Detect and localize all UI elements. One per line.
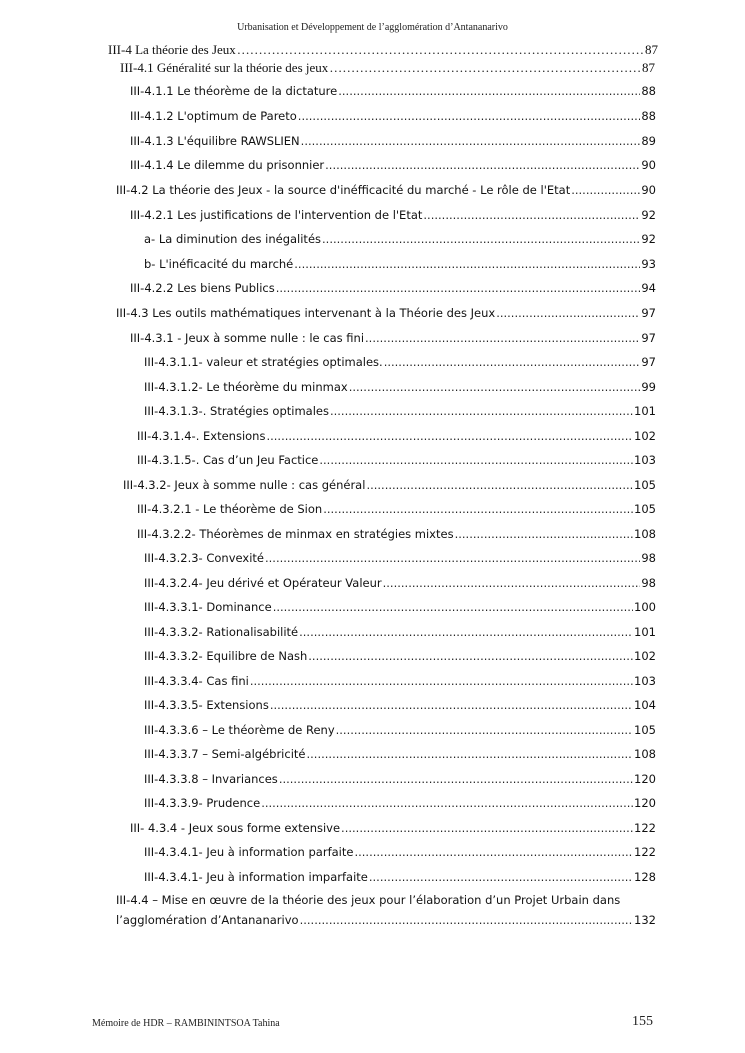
- toc-entry[interactable]: [108, 42, 658, 58]
- toc-entry[interactable]: [144, 600, 656, 614]
- toc-entry-title: III-4.3.3.5- Extensions: [144, 698, 269, 712]
- toc-entry-page: 103: [634, 453, 656, 467]
- toc-entry[interactable]: [130, 208, 656, 222]
- toc-entry-page: 94: [641, 281, 656, 295]
- toc-entry-page: 108: [634, 747, 656, 761]
- leader-dots: [306, 747, 633, 761]
- toc-entry-multiline-line1[interactable]: III-4.4 – Mise en œuvre de la théorie des jeux pour l’élaboration d’un Projet Urbain dans: [116, 893, 621, 907]
- toc-entry-title: III-4.3.3.1- Dominance: [144, 600, 272, 614]
- toc-entry-title: III-4.3.2.1 - Le théorème de Sion: [137, 502, 323, 516]
- toc-entry[interactable]: [130, 134, 656, 148]
- leader-dots: [336, 723, 633, 737]
- toc-entry-page: 102: [634, 649, 656, 663]
- toc-entry-page: 103: [634, 674, 656, 688]
- toc-entry-title: III-4.3.3.9- Prudence: [144, 796, 261, 810]
- toc-entry-page: 89: [641, 134, 656, 148]
- toc-entry[interactable]: [144, 845, 656, 859]
- toc-entry-title: III-4.3.1.5-. Cas d’un Jeu Factice: [137, 453, 319, 467]
- leader-dots: [300, 913, 633, 927]
- toc-entry[interactable]: [144, 747, 656, 761]
- leader-dots: [322, 232, 640, 246]
- footer-author: Mémoire de HDR – RAMBININTSOA Tahina: [92, 1018, 280, 1029]
- toc-entry-title: III-4.3.2.2- Théorèmes de minmax en stratégies mixtes: [137, 527, 454, 541]
- toc-entry-page: 92: [641, 232, 656, 246]
- toc-entry[interactable]: [144, 232, 656, 246]
- toc-entry[interactable]: [144, 870, 656, 884]
- toc-entry[interactable]: [144, 257, 656, 271]
- toc-entry[interactable]: [144, 380, 656, 394]
- toc-entry[interactable]: [123, 478, 656, 492]
- toc-entry[interactable]: [116, 913, 656, 927]
- toc-entry-page: 120: [634, 772, 656, 786]
- toc-entry-page: 88: [641, 109, 656, 123]
- leader-dots: [455, 527, 633, 541]
- toc-entry-page: 97: [641, 355, 656, 369]
- toc-entry-page: 132: [634, 913, 656, 927]
- leader-dots: [294, 257, 640, 271]
- toc-entry-title: III- 4.3.4 - Jeux sous forme extensive: [130, 821, 341, 835]
- toc-entry[interactable]: [130, 158, 656, 172]
- leader-dots: [308, 649, 633, 663]
- leader-dots: [250, 674, 633, 688]
- leader-dots: [276, 281, 641, 295]
- toc-entry-page: 104: [634, 698, 656, 712]
- toc-entry-page: 98: [641, 576, 656, 590]
- toc-entry-page: 102: [634, 429, 656, 443]
- toc-entry[interactable]: [137, 453, 656, 467]
- toc-entry-page: 101: [634, 625, 656, 639]
- toc-entry-title: III-4.3.1.2- Le théorème du minmax: [144, 380, 348, 394]
- leader-dots: [270, 698, 633, 712]
- toc-entry-title: III-4.2.1 Les justifications de l'intervention de l'Etat: [130, 208, 423, 222]
- leader-dots: [325, 158, 640, 172]
- toc-entry-title: III-4.3.3.2- Rationalisabilité: [144, 625, 299, 639]
- toc-entry-page: 93: [641, 257, 656, 271]
- toc-entry-title: III-4.3.2- Jeux à somme nulle : cas général: [123, 478, 366, 492]
- toc-entry-title: III-4 La théorie des Jeux: [108, 42, 236, 57]
- toc-entry-title: III-4.1.3 L'équilibre RAWSLIEN: [130, 134, 300, 148]
- toc-entry[interactable]: [130, 821, 656, 835]
- leader-dots: [423, 208, 640, 222]
- toc-entry-page: 99: [641, 380, 656, 394]
- leader-dots: [365, 331, 640, 345]
- leader-dots: [383, 576, 641, 590]
- toc-entry[interactable]: [144, 674, 656, 688]
- toc-entry-page: 105: [634, 723, 656, 737]
- toc-entry-page: 122: [634, 821, 656, 835]
- toc-entry-title: a- La diminution des inégalités: [144, 232, 322, 246]
- leader-dots: [366, 478, 633, 492]
- leader-dots: [571, 183, 640, 197]
- toc-entry-title: III-4.3.3.8 – Invariances: [144, 772, 278, 786]
- footer-page-number: 155: [632, 1014, 653, 1029]
- toc-entry-title: III-4.3.3.6 – Le théorème de Reny: [144, 723, 335, 737]
- toc-entry-page: 105: [634, 502, 656, 516]
- leader-dots: [299, 625, 633, 639]
- leader-dots: [338, 84, 640, 98]
- toc-entry[interactable]: [130, 84, 656, 98]
- toc-entry-title: III-4.3.3.7 – Semi-algébricité: [144, 747, 306, 761]
- toc-entry-title: III-4.3.1.1- valeur et stratégies optimales.: [144, 355, 383, 369]
- leader-dots: [341, 821, 633, 835]
- toc-entry[interactable]: [130, 109, 656, 123]
- toc-entry-title: III-4.1.4 Le dilemme du prisonnier: [130, 158, 325, 172]
- toc-entry-title: III-4.1.2 L'optimum de Pareto: [130, 109, 297, 123]
- toc-entry-page: 87: [642, 60, 655, 75]
- toc-entry[interactable]: [144, 551, 656, 565]
- toc-entry[interactable]: [144, 625, 656, 639]
- toc-entry[interactable]: [144, 796, 656, 810]
- toc-entry-page: 98: [641, 551, 656, 565]
- leader-dots: [330, 404, 633, 418]
- toc-entry-page: 105: [634, 478, 656, 492]
- toc-entry-page: 120: [634, 796, 656, 810]
- leader-dots: [301, 134, 641, 148]
- toc-entry-title: III-4.1 Généralité sur la théorie des jeux: [120, 60, 329, 75]
- toc-entry[interactable]: [144, 698, 656, 712]
- toc-entry-page: 128: [634, 870, 656, 884]
- toc-entry-title: III-4.3.2.4- Jeu dérivé et Opérateur Valeur: [144, 576, 382, 590]
- toc-entry[interactable]: [137, 502, 656, 516]
- running-header: Urbanisation et Développement de l’agglomération d’Antananarivo: [237, 22, 508, 33]
- toc-entry-title: III-4.3.1.3-. Stratégies optimales: [144, 404, 329, 418]
- toc-entry[interactable]: [137, 429, 656, 443]
- toc-entry[interactable]: [144, 576, 656, 590]
- toc-entry-page: 101: [634, 404, 656, 418]
- toc-entry-page: 90: [641, 158, 656, 172]
- leader-dots: [496, 306, 640, 320]
- leader-dots: [323, 502, 633, 516]
- toc-entry[interactable]: [144, 723, 656, 737]
- toc-entry[interactable]: [116, 183, 656, 197]
- toc-entry[interactable]: [116, 306, 656, 320]
- toc-entry-page: 92: [641, 208, 656, 222]
- toc-entry-title: b- L'inéficacité du marché: [144, 257, 294, 271]
- toc-entry-title: l’agglomération d’Antananarivo: [116, 913, 299, 927]
- toc-entry-page: 97: [641, 306, 656, 320]
- toc-entry[interactable]: [137, 527, 656, 541]
- toc-entry-title: III-4.3.2.3- Convexité: [144, 551, 264, 565]
- toc-entry-title: III-4.1.1 Le théorème de la dictature: [130, 84, 338, 98]
- toc-entry[interactable]: [144, 649, 656, 663]
- toc-entry-page: 90: [641, 183, 656, 197]
- toc-entry[interactable]: [120, 60, 655, 76]
- toc-entry-title: III-4.3.1 - Jeux à somme nulle : le cas fini: [130, 331, 365, 345]
- leader-dots: [384, 355, 641, 369]
- toc-entry-title: III-4.3.3.2- Equilibre de Nash: [144, 649, 308, 663]
- toc-entry-page: 87: [645, 42, 658, 57]
- leader-dots: [329, 60, 641, 76]
- toc-entry-page: 88: [641, 84, 656, 98]
- leader-dots: [319, 453, 633, 467]
- leader-dots: [298, 109, 641, 123]
- toc-entry[interactable]: [130, 331, 656, 345]
- toc-entry-title: III-4.3 Les outils mathématiques intervenant à la Théorie des Jeux: [116, 306, 496, 320]
- leader-dots: [266, 429, 633, 443]
- leader-dots: [354, 845, 633, 859]
- toc-entry-title: III-4.3.3.4- Cas fini: [144, 674, 249, 688]
- toc-entry[interactable]: [144, 772, 656, 786]
- leader-dots: [369, 870, 633, 884]
- toc-entry-title: III-4.3.1.4-. Extensions: [137, 429, 266, 443]
- toc-entry[interactable]: [130, 281, 656, 295]
- toc-entry-title: III-4.2 La théorie des Jeux - la source d'inéfficacité du marché - Le rôle de l'Etat: [116, 183, 571, 197]
- toc-entry-page: 122: [634, 845, 656, 859]
- toc-entry-title: III-4.2.2 Les biens Publics: [130, 281, 275, 295]
- leader-dots: [279, 772, 633, 786]
- toc-entry[interactable]: [144, 355, 656, 369]
- toc-entry-page: 100: [634, 600, 656, 614]
- leader-dots: [265, 551, 640, 565]
- leader-dots: [349, 380, 641, 394]
- toc-entry-title: III-4.3.4.1- Jeu à information parfaite: [144, 845, 354, 859]
- toc-entry-page: 108: [634, 527, 656, 541]
- toc-entry[interactable]: [144, 404, 656, 418]
- leader-dots: [273, 600, 633, 614]
- toc-entry-page: 97: [641, 331, 656, 345]
- toc-entry-title: III-4.3.4.1- Jeu à information imparfaite: [144, 870, 368, 884]
- leader-dots: [261, 796, 633, 810]
- leader-dots: [237, 42, 644, 58]
